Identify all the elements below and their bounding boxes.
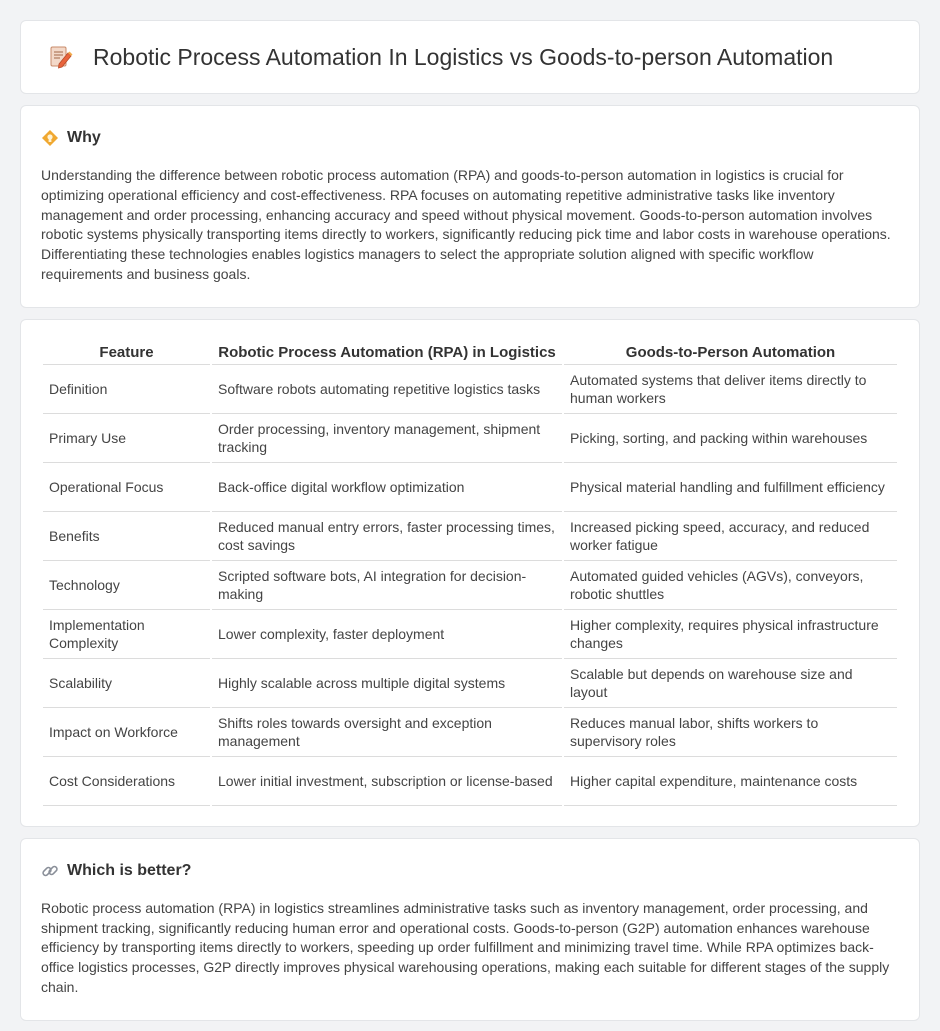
feature-cell: Operational Focus — [43, 463, 210, 512]
feature-cell: Cost Considerations — [43, 757, 210, 806]
feature-cell: Implementation Complexity — [43, 610, 210, 659]
g2p-cell: Reduces manual labor, shifts workers to supervisory roles — [564, 708, 897, 757]
link-icon — [41, 862, 59, 880]
rpa-cell: Lower complexity, faster deployment — [212, 610, 562, 659]
feature-cell: Technology — [43, 561, 210, 610]
rpa-cell: Highly scalable across multiple digital systems — [212, 659, 562, 708]
rpa-cell: Shifts roles towards oversight and exception management — [212, 708, 562, 757]
g2p-cell: Automated guided vehicles (AGVs), conveyors, robotic shuttles — [564, 561, 897, 610]
table-row — [43, 512, 897, 561]
rpa-cell: Lower initial investment, subscription or license-based — [212, 757, 562, 806]
lightbulb-icon — [41, 129, 59, 147]
table-row — [43, 659, 897, 708]
table-row — [43, 757, 897, 806]
which-better-heading: Which is better? — [67, 861, 192, 879]
feature-cell: Benefits — [43, 512, 210, 561]
table-row — [43, 708, 897, 757]
page-title: Robotic Process Automation In Logistics vs Goods-to-person Automation — [93, 43, 834, 70]
g2p-cell: Scalable but depends on warehouse size and layout — [564, 659, 897, 708]
rpa-cell: Software robots automating repetitive logistics tasks — [212, 365, 562, 414]
feature-cell: Definition — [43, 365, 210, 414]
g2p-cell: Automated systems that deliver items directly to human workers — [564, 365, 897, 414]
rpa-cell: Scripted software bots, AI integration for decision-making — [212, 561, 562, 610]
table-header-row — [43, 342, 897, 365]
rpa-cell: Back-office digital workflow optimization — [212, 463, 562, 512]
g2p-cell: Higher complexity, requires physical infrastructure changes — [564, 610, 897, 659]
which-better-section — [20, 838, 920, 1021]
header-feature: Feature — [43, 342, 210, 365]
rpa-cell: Order processing, inventory management, shipment tracking — [212, 414, 562, 463]
g2p-cell: Higher capital expenditure, maintenance costs — [564, 757, 897, 806]
feature-cell: Scalability — [43, 659, 210, 708]
feature-cell: Primary Use — [43, 414, 210, 463]
table-row — [43, 365, 897, 414]
document-edit-icon — [47, 44, 73, 70]
header-g2p: Goods-to-Person Automation — [564, 342, 897, 365]
table-row — [43, 414, 897, 463]
g2p-cell: Picking, sorting, and packing within warehouses — [564, 414, 897, 463]
which-better-text: Robotic process automation (RPA) in logistics streamlines administrative tasks such as inventory management, order processing, and shipment tracking, significantly reducing human error and operational costs. Goods-to-person (G2P) automation enhances warehouse efficiency by transporting items directly to workers, speeding up order fulfillment and minimizing travel time. While RPA optimizes back-office logistics processes, G2P directly improves physical warehousing operations, making each suitable for different stages of the supply chain. — [41, 899, 890, 995]
comparison-table — [41, 342, 899, 806]
header-rpa: Robotic Process Automation (RPA) in Logistics — [212, 342, 562, 365]
g2p-cell: Increased picking speed, accuracy, and reduced worker fatigue — [564, 512, 897, 561]
why-heading: Why — [67, 129, 101, 146]
why-text: Understanding the difference between robotic process automation (RPA) and goods-to-person automation in logistics is crucial for optimizing operational efficiency and cost-effectiveness. RPA focuses on automating repetitive administrative tasks like inventory management and order processing, enhancing accuracy and speed without physical movement. Goods-to-person automation involves robotic systems physically transporting items directly to workers, significantly reducing pick time and labor costs in warehouse operations. Differentiating these technologies enables logistics managers to select the appropriate solution aligned with specific workflow requirements and business goals. — [41, 167, 891, 282]
comparison-table-card — [20, 319, 920, 827]
table-row — [43, 561, 897, 610]
table-row — [43, 610, 897, 659]
feature-cell: Impact on Workforce — [43, 708, 210, 757]
table-row — [43, 463, 897, 512]
g2p-cell: Physical material handling and fulfillment efficiency — [564, 463, 897, 512]
title-card — [20, 20, 920, 94]
rpa-cell: Reduced manual entry errors, faster processing times, cost savings — [212, 512, 562, 561]
why-section — [20, 105, 920, 308]
